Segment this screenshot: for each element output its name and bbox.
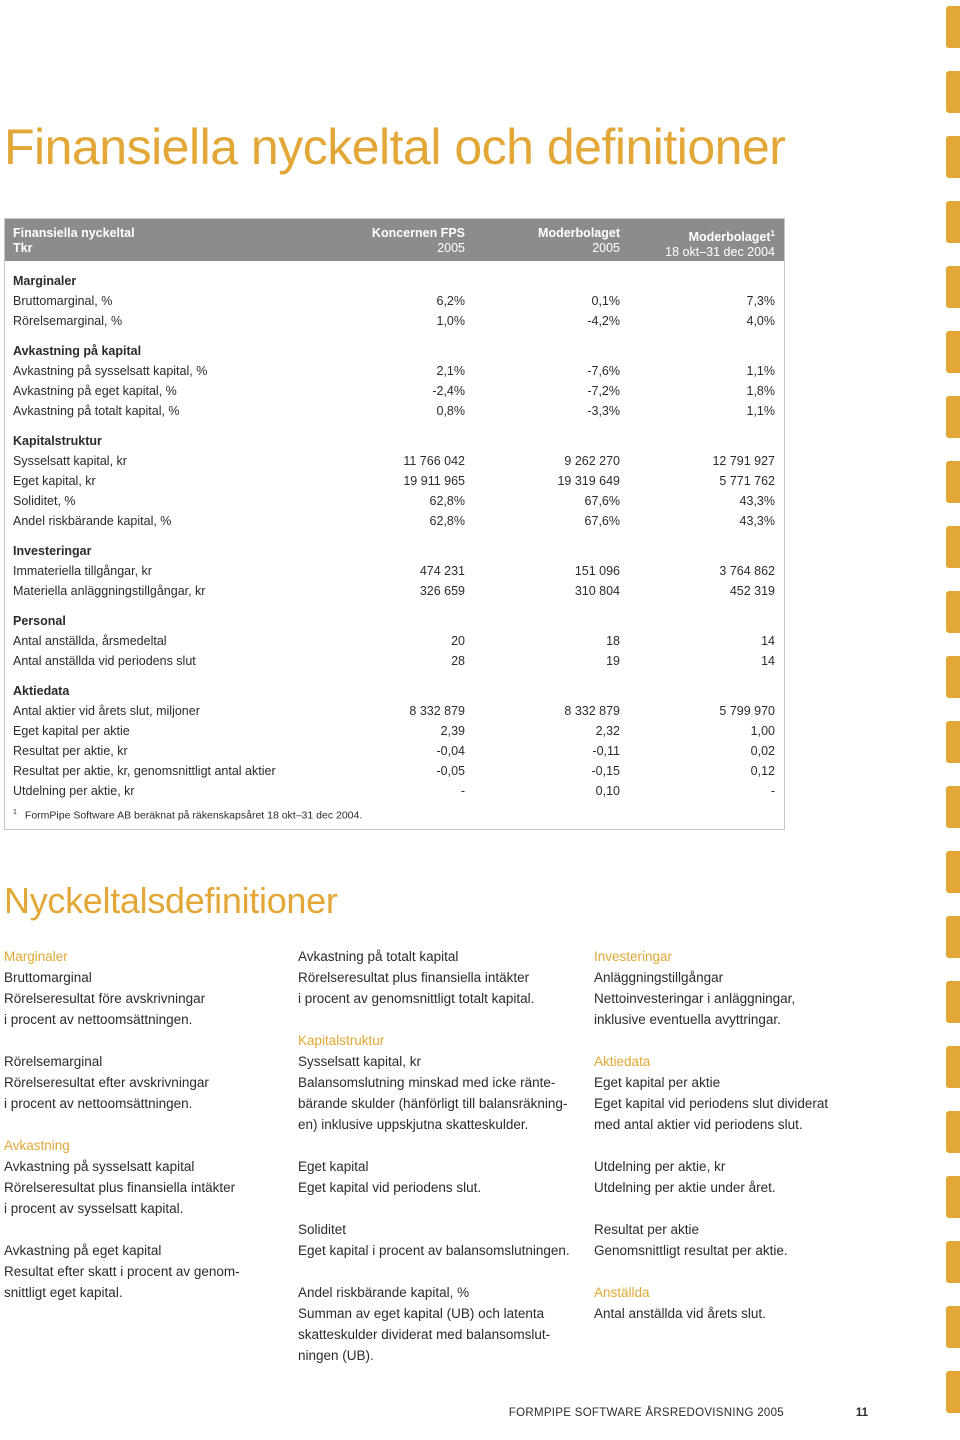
row-label: Avkastning på sysselsatt kapital, % bbox=[13, 364, 208, 378]
row-label: Rörelsemarginal, % bbox=[13, 314, 123, 328]
row-value-col-2: -0,11 bbox=[592, 744, 620, 758]
chapter-tab bbox=[946, 526, 960, 568]
row-label: Avkastning på eget kapital, % bbox=[13, 384, 177, 398]
chapter-tab bbox=[946, 71, 960, 113]
definition-group bbox=[4, 1051, 294, 1114]
definition-text-line: Eget kapital vid periodens slut dividerat bbox=[594, 1096, 829, 1111]
definition-text-line: en) inklusive uppskjutna skatteskulder. bbox=[298, 1117, 529, 1132]
row-label: Eget kapital per aktie bbox=[13, 724, 130, 738]
definition-group bbox=[594, 1156, 884, 1198]
chapter-tab bbox=[946, 461, 960, 503]
row-value-col-2: 310 804 bbox=[574, 584, 620, 598]
row-label: Immateriella tillgångar, kr bbox=[13, 564, 152, 578]
definition-text-line: snittligt eget kapital. bbox=[4, 1285, 123, 1300]
page-number: 11 bbox=[855, 1407, 868, 1419]
row-value-col-2: 8 332 879 bbox=[564, 704, 620, 718]
table-row bbox=[5, 631, 784, 651]
table-row bbox=[5, 471, 784, 491]
row-label: Avkastning på totalt kapital, % bbox=[13, 404, 180, 418]
definition-text-line: Nettoinvesteringar i anläggningar, bbox=[594, 991, 796, 1006]
definition-group bbox=[594, 1051, 884, 1135]
row-label: Antal anställda, årsmedeltal bbox=[13, 634, 167, 648]
definition-term: Anställda bbox=[594, 1285, 650, 1300]
row-value-col-3: 4,0% bbox=[746, 314, 775, 328]
row-value-col-3: 0,02 bbox=[750, 744, 775, 758]
row-value-col-2: -3,3% bbox=[587, 404, 620, 418]
definition-section-heading: Investeringar bbox=[594, 949, 673, 964]
row-value-col-1: 19 911 965 bbox=[403, 474, 465, 488]
row-value-col-2: -0,15 bbox=[591, 764, 620, 778]
row-value-col-3: 12 791 927 bbox=[712, 454, 775, 468]
header-col-label-line2: Tkr bbox=[13, 241, 33, 255]
definition-text-line: Balansomslutning minskad med icke ränte- bbox=[298, 1075, 556, 1090]
definition-text-line: Genomsnittligt resultat per aktie. bbox=[594, 1243, 788, 1258]
definition-term: Avkastning på totalt kapital bbox=[298, 949, 459, 964]
row-value-col-3: 7,3% bbox=[746, 294, 775, 308]
chapter-tab bbox=[946, 981, 960, 1023]
row-value-col-2: 67,6% bbox=[584, 514, 620, 528]
definition-text-line: Antal anställda vid årets slut. bbox=[594, 1306, 766, 1321]
row-value-col-3: 1,8% bbox=[746, 384, 775, 398]
definition-group bbox=[594, 946, 884, 1030]
table-section-heading bbox=[5, 271, 784, 291]
row-value-col-3: 43,3% bbox=[739, 514, 775, 528]
chapter-tab bbox=[946, 1306, 960, 1348]
chapter-tab bbox=[946, 1241, 960, 1283]
row-value-col-2: 19 bbox=[606, 654, 620, 668]
definition-term: Resultat per aktie bbox=[594, 1222, 700, 1237]
definition-section-heading: Aktiedata bbox=[594, 1054, 651, 1069]
row-value-col-1: 2,39 bbox=[440, 724, 465, 738]
chapter-tab bbox=[946, 6, 960, 48]
table-section-heading bbox=[5, 431, 784, 451]
table-section-heading bbox=[5, 541, 784, 561]
definition-section-heading: Kapitalstruktur bbox=[298, 1033, 385, 1048]
row-value-col-2: 9 262 270 bbox=[564, 454, 620, 468]
row-value-col-1: 20 bbox=[451, 634, 465, 648]
row-value-col-1: -2,4% bbox=[432, 384, 465, 398]
chapter-tabs bbox=[944, 0, 960, 1440]
definition-term: Avkastning på sysselsatt kapital bbox=[4, 1159, 195, 1174]
definition-term: Eget kapital bbox=[298, 1159, 369, 1174]
row-value-col-3: 43,3% bbox=[739, 494, 775, 508]
definition-group bbox=[298, 946, 598, 1009]
row-value-col-1: 0,8% bbox=[436, 404, 465, 418]
row-value-col-3: 14 bbox=[761, 654, 775, 668]
definition-term: Eget kapital per aktie bbox=[594, 1075, 721, 1090]
definitions-column-1 bbox=[4, 946, 294, 1324]
definition-term: Sysselsatt kapital, kr bbox=[298, 1054, 422, 1069]
definition-group bbox=[298, 1282, 598, 1366]
definition-section-heading: Marginaler bbox=[4, 949, 68, 964]
table-row bbox=[5, 401, 784, 421]
definition-group bbox=[594, 1282, 884, 1324]
row-value-col-2: 0,1% bbox=[591, 294, 620, 308]
definition-text-line: i procent av nettoomsättningen. bbox=[4, 1096, 193, 1111]
row-value-col-1: 2,1% bbox=[436, 364, 465, 378]
chapter-tab bbox=[946, 1371, 960, 1413]
key-figures-table bbox=[4, 218, 785, 830]
row-label: Eget kapital, kr bbox=[13, 474, 96, 488]
row-value-col-3: 5 799 970 bbox=[719, 704, 775, 718]
row-label: Antal aktier vid årets slut, miljoner bbox=[13, 704, 200, 718]
table-section-heading bbox=[5, 681, 784, 701]
table-row bbox=[5, 511, 784, 531]
row-value-col-1: -0,04 bbox=[436, 744, 465, 758]
header-col-group-line2: 2005 bbox=[437, 241, 465, 255]
row-label: Sysselsatt kapital, kr bbox=[13, 454, 127, 468]
section-label: Aktiedata bbox=[13, 684, 70, 698]
row-value-col-2: 0,10 bbox=[595, 784, 620, 798]
row-value-col-1: 326 659 bbox=[419, 584, 465, 598]
row-value-col-3: 452 319 bbox=[729, 584, 775, 598]
row-value-col-1: 28 bbox=[451, 654, 465, 668]
row-value-col-1: 8 332 879 bbox=[409, 704, 465, 718]
header-col-parent-2004-line2: 18 okt–31 dec 2004 bbox=[665, 245, 775, 260]
table-row bbox=[5, 781, 784, 801]
definition-group bbox=[594, 1219, 884, 1261]
definition-term: Anläggningstillgångar bbox=[594, 970, 724, 985]
definition-group bbox=[298, 1030, 598, 1135]
table-row bbox=[5, 451, 784, 471]
definition-group bbox=[298, 1156, 598, 1198]
definition-text-line: Utdelning per aktie under året. bbox=[594, 1180, 776, 1195]
row-value-col-1: 11 766 042 bbox=[403, 454, 465, 468]
chapter-tab bbox=[946, 1176, 960, 1218]
definitions-column-2 bbox=[298, 946, 598, 1387]
table-row bbox=[5, 381, 784, 401]
chapter-tab bbox=[946, 1111, 960, 1153]
chapter-tab bbox=[946, 851, 960, 893]
section-label: Investeringar bbox=[13, 544, 92, 558]
chapter-tab bbox=[946, 331, 960, 373]
row-value-col-2: -7,2% bbox=[587, 384, 620, 398]
chapter-tab bbox=[946, 136, 960, 178]
header-col-parent-line2: 2005 bbox=[592, 241, 620, 255]
section-label: Personal bbox=[13, 614, 66, 628]
row-value-col-3: 0,12 bbox=[750, 764, 775, 778]
section-label: Marginaler bbox=[13, 274, 77, 288]
row-value-col-2: -7,6% bbox=[587, 364, 620, 378]
row-value-col-3: 3 764 862 bbox=[719, 564, 775, 578]
definition-text-line: i procent av genomsnittligt totalt kapital. bbox=[298, 991, 535, 1006]
section-label: Avkastning på kapital bbox=[13, 344, 142, 358]
row-label: Antal anställda vid periodens slut bbox=[13, 654, 196, 668]
row-value-col-3: 1,1% bbox=[746, 364, 775, 378]
header-col-label bbox=[13, 226, 135, 256]
definition-text-line: i procent av sysselsatt kapital. bbox=[4, 1201, 184, 1216]
definition-group bbox=[4, 1135, 294, 1219]
table-row bbox=[5, 651, 784, 671]
table-row bbox=[5, 361, 784, 381]
definition-group bbox=[298, 1219, 598, 1261]
row-value-col-2: 18 bbox=[606, 634, 620, 648]
header-col-parent-2005 bbox=[538, 226, 620, 256]
chapter-tab bbox=[946, 591, 960, 633]
table-header bbox=[5, 219, 784, 261]
table-row bbox=[5, 741, 784, 761]
definition-text-line: Rörelseresultat plus finansiella intäkter bbox=[4, 1180, 236, 1195]
table-footnote bbox=[13, 809, 362, 822]
definition-text-line: Rörelseresultat före avskrivningar bbox=[4, 991, 206, 1006]
section-label: Kapitalstruktur bbox=[13, 434, 102, 448]
chapter-tab bbox=[946, 1046, 960, 1088]
definitions-title: Nyckeltalsdefinitioner bbox=[4, 880, 338, 921]
definition-text-line: Rörelseresultat plus finansiella intäkter bbox=[298, 970, 530, 985]
chapter-tab bbox=[946, 786, 960, 828]
definition-term: Rörelsemarginal bbox=[4, 1054, 103, 1069]
definition-term: Avkastning på eget kapital bbox=[4, 1243, 162, 1258]
table-row bbox=[5, 701, 784, 721]
row-value-col-1: 62,8% bbox=[429, 494, 465, 508]
definition-text-line: i procent av nettoomsättningen. bbox=[4, 1012, 193, 1027]
definition-term: Andel riskbärande kapital, % bbox=[298, 1285, 470, 1300]
chapter-tab bbox=[946, 656, 960, 698]
header-col-parent-2004 bbox=[665, 226, 775, 260]
definition-text-line: bärande skulder (hänförligt till balansräkning- bbox=[298, 1096, 568, 1111]
row-value-col-3: 5 771 762 bbox=[719, 474, 775, 488]
definition-text-line: Summan av eget kapital (UB) och latenta bbox=[298, 1306, 545, 1321]
table-row bbox=[5, 721, 784, 741]
row-value-col-3: 1,1% bbox=[746, 404, 775, 418]
row-value-col-2: 151 096 bbox=[574, 564, 620, 578]
definition-text-line: ningen (UB). bbox=[298, 1348, 374, 1363]
row-value-col-1: 1,0% bbox=[436, 314, 465, 328]
table-section-heading bbox=[5, 611, 784, 631]
header-col-group-line1: Koncernen FPS bbox=[371, 226, 465, 240]
row-value-col-1: 6,2% bbox=[436, 294, 465, 308]
row-label: Resultat per aktie, kr, genomsnittligt antal aktier bbox=[13, 764, 276, 778]
footnote-text: FormPipe Software AB beräknat på räkenskapsåret 18 okt–31 dec 2004. bbox=[24, 809, 363, 822]
definition-text-line: skatteskulder dividerat med balansomslut- bbox=[298, 1327, 551, 1342]
row-value-col-2: -4,2% bbox=[587, 314, 620, 328]
row-value-col-3: 14 bbox=[761, 634, 775, 648]
table-row bbox=[5, 311, 784, 331]
definition-text-line: Resultat efter skatt i procent av genom- bbox=[4, 1264, 240, 1279]
header-col-label-line1: Finansiella nyckeltal bbox=[13, 226, 135, 240]
row-label: Materiella anläggningstillgångar, kr bbox=[13, 584, 206, 598]
header-col-parent-2004-line1: Moderbolaget bbox=[688, 230, 771, 245]
table-row bbox=[5, 581, 784, 601]
definition-group bbox=[4, 946, 294, 1030]
header-col-parent-line1: Moderbolaget bbox=[538, 226, 620, 240]
definition-term: Utdelning per aktie, kr bbox=[594, 1159, 726, 1174]
row-value-col-1: - bbox=[460, 784, 465, 798]
definition-text-line: med antal aktier vid periodens slut. bbox=[594, 1117, 803, 1132]
row-value-col-1: 474 231 bbox=[419, 564, 465, 578]
row-value-col-2: 19 319 649 bbox=[557, 474, 620, 488]
definition-term: Bruttomarginal bbox=[4, 970, 92, 985]
chapter-tab bbox=[946, 201, 960, 243]
footer-publication: FORMPIPE SOFTWARE ÅRSREDOVISNING 2005 bbox=[508, 1407, 784, 1419]
row-value-col-1: -0,05 bbox=[436, 764, 465, 778]
footnote-ref: 1 bbox=[770, 229, 775, 238]
row-value-col-1: 62,8% bbox=[429, 514, 465, 528]
definition-group bbox=[4, 1240, 294, 1303]
definition-section-heading: Avkastning bbox=[4, 1138, 70, 1153]
definition-term: Soliditet bbox=[298, 1222, 347, 1237]
table-section-heading bbox=[5, 341, 784, 361]
chapter-tab bbox=[946, 721, 960, 763]
page-title: Finansiella nyckeltal och definitioner bbox=[4, 119, 786, 175]
row-label: Bruttomarginal, % bbox=[13, 294, 113, 308]
definition-text-line: Eget kapital i procent av balansomslutningen. bbox=[298, 1243, 570, 1258]
row-value-col-2: 67,6% bbox=[584, 494, 620, 508]
row-value-col-2: 2,32 bbox=[595, 724, 620, 738]
row-label: Utdelning per aktie, kr bbox=[13, 784, 135, 798]
definition-text-line: inklusive eventuella avyttringar. bbox=[594, 1012, 781, 1027]
row-label: Andel riskbärande kapital, % bbox=[13, 514, 172, 528]
row-value-col-3: - bbox=[770, 784, 775, 798]
table-row bbox=[5, 291, 784, 311]
header-col-group-2005 bbox=[372, 226, 465, 256]
footnote-mark: 1 bbox=[13, 809, 17, 816]
chapter-tab bbox=[946, 396, 960, 438]
row-label: Soliditet, % bbox=[13, 494, 76, 508]
table-row bbox=[5, 761, 784, 781]
table-row bbox=[5, 491, 784, 511]
definition-text-line: Rörelseresultat efter avskrivningar bbox=[4, 1075, 209, 1090]
row-value-col-3: 1,00 bbox=[750, 724, 775, 738]
definition-text-line: Eget kapital vid periodens slut. bbox=[298, 1180, 482, 1195]
definitions-column-3 bbox=[594, 946, 884, 1345]
chapter-tab bbox=[946, 266, 960, 308]
table-row bbox=[5, 561, 784, 581]
chapter-tab bbox=[946, 916, 960, 958]
row-label: Resultat per aktie, kr bbox=[13, 744, 128, 758]
